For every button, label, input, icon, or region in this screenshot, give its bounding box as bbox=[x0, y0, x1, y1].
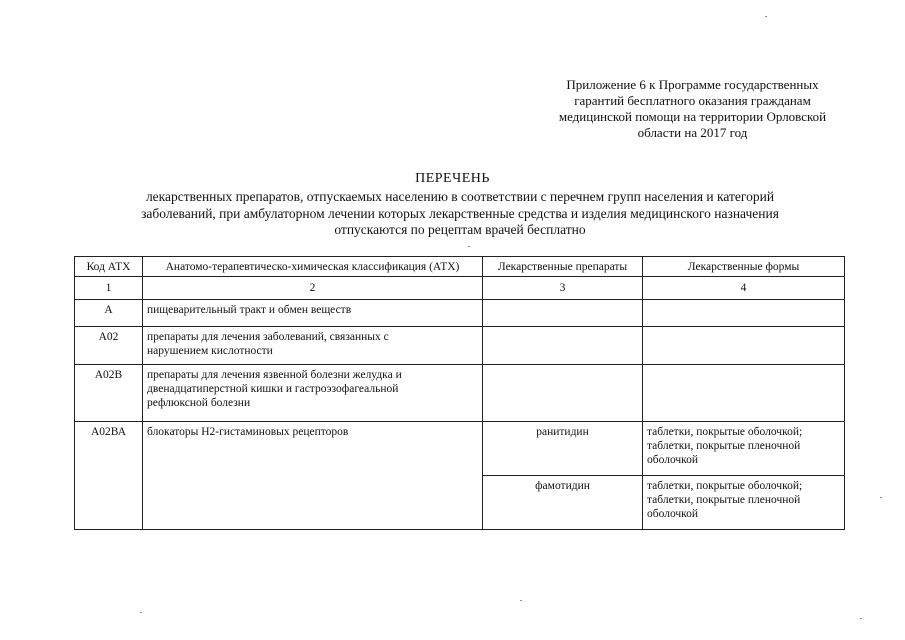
appendix-line: медицинской помощи на территории Орловской bbox=[558, 109, 827, 124]
table-row bbox=[75, 327, 845, 365]
drug-name: фамотидин bbox=[483, 476, 643, 530]
column-number: 1 bbox=[75, 277, 143, 300]
appendix-note bbox=[540, 77, 845, 141]
drug-name bbox=[483, 300, 643, 327]
atx-code: А02ВА bbox=[75, 422, 143, 530]
header-drugs: Лекарственные препараты bbox=[483, 257, 643, 277]
scan-speck bbox=[468, 246, 470, 247]
table-header-row bbox=[75, 257, 845, 277]
scan-speck bbox=[880, 497, 882, 498]
atx-classification: препараты для лечения заболеваний, связанных с нарушением кислотности bbox=[143, 327, 483, 365]
appendix-line: Приложение 6 к Программе государственных bbox=[566, 77, 819, 92]
appendix-line: гарантий бесплатного оказания гражданам bbox=[574, 93, 811, 108]
drug-forms: таблетки, покрытые оболочкой; таблетки, покрытые пленочной оболочкой bbox=[643, 476, 845, 530]
atx-code: А02В bbox=[75, 365, 143, 422]
atx-code: А02 bbox=[75, 327, 143, 365]
appendix-line: области на 2017 год bbox=[637, 125, 748, 140]
atx-table bbox=[74, 256, 845, 530]
document-subtitle bbox=[60, 189, 860, 239]
subtitle-line: заболеваний, при амбулаторном лечении которых лекарственные средства и изделия медицинского назначения bbox=[141, 205, 779, 221]
drug-forms bbox=[643, 300, 845, 327]
header-code: Код АТХ bbox=[75, 257, 143, 277]
header-forms: Лекарственные формы bbox=[643, 257, 845, 277]
table-row bbox=[75, 300, 845, 327]
subtitle-line: лекарственных препаратов, отпускаемых населению в соответствии с перечнем групп населения и категорий bbox=[145, 189, 775, 204]
atx-classification: препараты для лечения язвенной болезни желудка и двенадцатиперстной кишки и гастроэзофагеальной рефлюксной болезни bbox=[143, 365, 483, 422]
column-number: 4 bbox=[643, 277, 845, 300]
scan-speck bbox=[765, 16, 767, 17]
atx-classification: пищеварительный тракт и обмен веществ bbox=[143, 300, 483, 327]
document-title: ПЕРЕЧЕНЬ bbox=[415, 171, 490, 186]
header-classification: Анатомо-терапевтическо-химическая классификация (АТХ) bbox=[143, 257, 483, 277]
scan-speck bbox=[520, 600, 522, 601]
table-row bbox=[75, 422, 845, 476]
drug-name bbox=[483, 365, 643, 422]
scan-speck bbox=[860, 618, 862, 619]
atx-classification: блокаторы Н2-гистаминовых рецепторов bbox=[143, 422, 483, 530]
drug-forms bbox=[643, 365, 845, 422]
drug-forms: таблетки, покрытые оболочкой; таблетки, покрытые пленочной оболочкой bbox=[643, 422, 845, 476]
table-row bbox=[75, 365, 845, 422]
atx-code: А bbox=[75, 300, 143, 327]
column-number: 3 bbox=[483, 277, 643, 300]
column-number: 2 bbox=[143, 277, 483, 300]
drug-name: ранитидин bbox=[483, 422, 643, 476]
scan-speck bbox=[140, 612, 142, 613]
table-column-numbers-row bbox=[75, 277, 845, 300]
drug-name bbox=[483, 327, 643, 365]
drug-forms bbox=[643, 327, 845, 365]
subtitle-line: отпускаются по рецептам врачей бесплатно bbox=[334, 222, 586, 237]
